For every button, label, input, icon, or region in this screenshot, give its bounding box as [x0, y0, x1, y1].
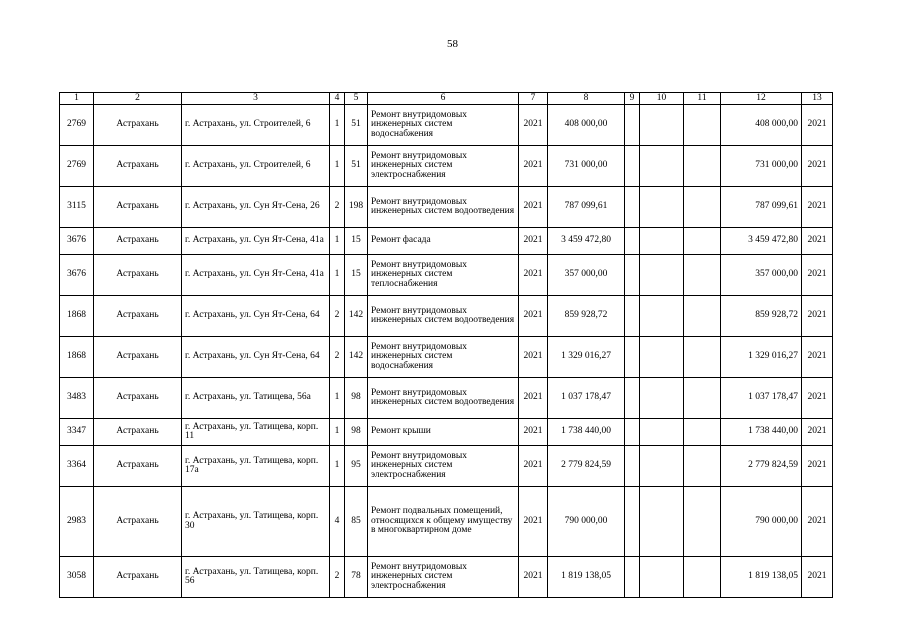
- house-id-cell: 3676: [60, 255, 94, 296]
- c4-cell: 1: [330, 255, 345, 296]
- c4-cell: 1: [330, 228, 345, 255]
- column-header: 10: [640, 93, 684, 105]
- total-cost-cell: 787 099,61: [721, 187, 802, 228]
- year-cell: 2021: [519, 105, 548, 146]
- c9-cell: [625, 296, 640, 337]
- c5-cell: 95: [345, 446, 368, 487]
- address-cell: г. Астрахань, ул. Сун Ят-Сена, 41а: [182, 228, 330, 255]
- address-cell: г. Астрахань, ул. Татищева, корп. 17а: [182, 446, 330, 487]
- table-row: [60, 446, 833, 487]
- year-cell: 2021: [519, 446, 548, 487]
- end-year-cell: 2021: [802, 105, 833, 146]
- table-row: [60, 337, 833, 378]
- c5-cell: 98: [345, 419, 368, 446]
- total-cost-cell: 731 000,00: [721, 146, 802, 187]
- c10-cell: [640, 487, 684, 557]
- c4-cell: 1: [330, 446, 345, 487]
- total-cost-cell: 1 819 138,05: [721, 557, 802, 598]
- header-row: [60, 93, 833, 105]
- work-type-cell: Ремонт внутридомовых инженерных систем водоотведения: [368, 378, 519, 419]
- cost-cell: 2 779 824,59: [548, 446, 625, 487]
- work-type-cell: Ремонт внутридомовых инженерных систем электроснабжения: [368, 446, 519, 487]
- address-cell: г. Астрахань, ул. Татищева, корп. 56: [182, 557, 330, 598]
- house-id-cell: 3483: [60, 378, 94, 419]
- year-cell: 2021: [519, 557, 548, 598]
- c9-cell: [625, 337, 640, 378]
- c4-cell: 1: [330, 105, 345, 146]
- house-id-cell: 2769: [60, 146, 94, 187]
- address-cell: г. Астрахань, ул. Сун Ят-Сена, 64: [182, 337, 330, 378]
- c9-cell: [625, 146, 640, 187]
- c10-cell: [640, 187, 684, 228]
- c5-cell: 98: [345, 378, 368, 419]
- column-header: 3: [182, 93, 330, 105]
- column-header: 13: [802, 93, 833, 105]
- c5-cell: 142: [345, 337, 368, 378]
- end-year-cell: 2021: [802, 378, 833, 419]
- column-header: 11: [684, 93, 721, 105]
- table-row: [60, 228, 833, 255]
- c10-cell: [640, 255, 684, 296]
- table-row: [60, 146, 833, 187]
- end-year-cell: 2021: [802, 255, 833, 296]
- c5-cell: 15: [345, 228, 368, 255]
- municipality-cell: Астрахань: [94, 255, 182, 296]
- table-row: [60, 487, 833, 557]
- municipality-cell: Астрахань: [94, 146, 182, 187]
- work-type-cell: Ремонт внутридомовых инженерных систем водоснабжения: [368, 105, 519, 146]
- end-year-cell: 2021: [802, 296, 833, 337]
- total-cost-cell: 357 000,00: [721, 255, 802, 296]
- c11-cell: [684, 255, 721, 296]
- c11-cell: [684, 146, 721, 187]
- column-header: 8: [548, 93, 625, 105]
- c11-cell: [684, 446, 721, 487]
- municipality-cell: Астрахань: [94, 337, 182, 378]
- end-year-cell: 2021: [802, 187, 833, 228]
- municipality-cell: Астрахань: [94, 487, 182, 557]
- address-cell: г. Астрахань, ул. Сун Ят-Сена, 64: [182, 296, 330, 337]
- year-cell: 2021: [519, 337, 548, 378]
- end-year-cell: 2021: [802, 557, 833, 598]
- c4-cell: 2: [330, 337, 345, 378]
- c11-cell: [684, 296, 721, 337]
- address-cell: г. Астрахань, ул. Строителей, 6: [182, 146, 330, 187]
- page-number: 58: [447, 38, 458, 50]
- municipality-cell: Астрахань: [94, 228, 182, 255]
- c9-cell: [625, 446, 640, 487]
- c4-cell: 1: [330, 146, 345, 187]
- municipality-cell: Астрахань: [94, 187, 182, 228]
- address-cell: г. Астрахань, ул. Сун Ят-Сена, 26: [182, 187, 330, 228]
- c9-cell: [625, 255, 640, 296]
- c4-cell: 1: [330, 378, 345, 419]
- c10-cell: [640, 419, 684, 446]
- cost-cell: 408 000,00: [548, 105, 625, 146]
- c10-cell: [640, 228, 684, 255]
- municipality-cell: Астрахань: [94, 378, 182, 419]
- c4-cell: 2: [330, 187, 345, 228]
- c5-cell: 78: [345, 557, 368, 598]
- table-row: [60, 419, 833, 446]
- year-cell: 2021: [519, 255, 548, 296]
- work-type-cell: Ремонт внутридомовых инженерных систем электроснабжения: [368, 146, 519, 187]
- c9-cell: [625, 105, 640, 146]
- c9-cell: [625, 487, 640, 557]
- c9-cell: [625, 228, 640, 255]
- repair-register-table: [59, 92, 833, 598]
- c4-cell: 1: [330, 419, 345, 446]
- c10-cell: [640, 378, 684, 419]
- cost-cell: 790 000,00: [548, 487, 625, 557]
- c10-cell: [640, 337, 684, 378]
- c11-cell: [684, 105, 721, 146]
- cost-cell: 1 819 138,05: [548, 557, 625, 598]
- c10-cell: [640, 105, 684, 146]
- total-cost-cell: 1 329 016,27: [721, 337, 802, 378]
- cost-cell: 357 000,00: [548, 255, 625, 296]
- house-id-cell: 3676: [60, 228, 94, 255]
- c11-cell: [684, 378, 721, 419]
- c4-cell: 2: [330, 557, 345, 598]
- year-cell: 2021: [519, 487, 548, 557]
- c5-cell: 51: [345, 105, 368, 146]
- cost-cell: 859 928,72: [548, 296, 625, 337]
- cost-cell: 731 000,00: [548, 146, 625, 187]
- year-cell: 2021: [519, 228, 548, 255]
- c5-cell: 198: [345, 187, 368, 228]
- c11-cell: [684, 337, 721, 378]
- house-id-cell: 3347: [60, 419, 94, 446]
- work-type-cell: Ремонт фасада: [368, 228, 519, 255]
- c5-cell: 142: [345, 296, 368, 337]
- end-year-cell: 2021: [802, 146, 833, 187]
- total-cost-cell: 408 000,00: [721, 105, 802, 146]
- c11-cell: [684, 487, 721, 557]
- municipality-cell: Астрахань: [94, 105, 182, 146]
- cost-cell: 1 329 016,27: [548, 337, 625, 378]
- house-id-cell: 3364: [60, 446, 94, 487]
- table-row: [60, 105, 833, 146]
- column-header: 1: [60, 93, 94, 105]
- end-year-cell: 2021: [802, 228, 833, 255]
- c10-cell: [640, 446, 684, 487]
- municipality-cell: Астрахань: [94, 446, 182, 487]
- column-header: 9: [625, 93, 640, 105]
- address-cell: г. Астрахань, ул. Татищева, 56а: [182, 378, 330, 419]
- total-cost-cell: 1 738 440,00: [721, 419, 802, 446]
- c10-cell: [640, 146, 684, 187]
- end-year-cell: 2021: [802, 446, 833, 487]
- column-header: 2: [94, 93, 182, 105]
- work-type-cell: Ремонт внутридомовых инженерных систем теплоснабжения: [368, 255, 519, 296]
- column-header: 7: [519, 93, 548, 105]
- cost-cell: 1 037 178,47: [548, 378, 625, 419]
- year-cell: 2021: [519, 378, 548, 419]
- year-cell: 2021: [519, 146, 548, 187]
- house-id-cell: 2769: [60, 105, 94, 146]
- c9-cell: [625, 419, 640, 446]
- work-type-cell: Ремонт внутридомовых инженерных систем водоснабжения: [368, 337, 519, 378]
- total-cost-cell: 859 928,72: [721, 296, 802, 337]
- table-row: [60, 557, 833, 598]
- c11-cell: [684, 419, 721, 446]
- work-type-cell: Ремонт внутридомовых инженерных систем водоотведения: [368, 296, 519, 337]
- c11-cell: [684, 228, 721, 255]
- cost-cell: 3 459 472,80: [548, 228, 625, 255]
- house-id-cell: 1868: [60, 337, 94, 378]
- table-row: [60, 187, 833, 228]
- address-cell: г. Астрахань, ул. Татищева, корп. 11: [182, 419, 330, 446]
- column-header: 4: [330, 93, 345, 105]
- house-id-cell: 2983: [60, 487, 94, 557]
- c4-cell: 4: [330, 487, 345, 557]
- c4-cell: 2: [330, 296, 345, 337]
- c9-cell: [625, 187, 640, 228]
- end-year-cell: 2021: [802, 487, 833, 557]
- end-year-cell: 2021: [802, 337, 833, 378]
- column-header: 6: [368, 93, 519, 105]
- c10-cell: [640, 296, 684, 337]
- end-year-cell: 2021: [802, 419, 833, 446]
- municipality-cell: Астрахань: [94, 296, 182, 337]
- cost-cell: 787 099,61: [548, 187, 625, 228]
- year-cell: 2021: [519, 296, 548, 337]
- municipality-cell: Астрахань: [94, 557, 182, 598]
- cost-cell: 1 738 440,00: [548, 419, 625, 446]
- year-cell: 2021: [519, 187, 548, 228]
- house-id-cell: 1868: [60, 296, 94, 337]
- c11-cell: [684, 557, 721, 598]
- work-type-cell: Ремонт подвальных помещений, относящихся к общему имуществу в многоквартирном доме: [368, 487, 519, 557]
- table-row: [60, 296, 833, 337]
- c10-cell: [640, 557, 684, 598]
- house-id-cell: 3115: [60, 187, 94, 228]
- municipality-cell: Астрахань: [94, 419, 182, 446]
- c9-cell: [625, 378, 640, 419]
- work-type-cell: Ремонт крыши: [368, 419, 519, 446]
- year-cell: 2021: [519, 419, 548, 446]
- c5-cell: 15: [345, 255, 368, 296]
- work-type-cell: Ремонт внутридомовых инженерных систем электроснабжения: [368, 557, 519, 598]
- total-cost-cell: 3 459 472,80: [721, 228, 802, 255]
- address-cell: г. Астрахань, ул. Сун Ят-Сена, 41а: [182, 255, 330, 296]
- c5-cell: 51: [345, 146, 368, 187]
- address-cell: г. Астрахань, ул. Татищева, корп. 30: [182, 487, 330, 557]
- column-header: 5: [345, 93, 368, 105]
- table-row: [60, 255, 833, 296]
- total-cost-cell: 1 037 178,47: [721, 378, 802, 419]
- c9-cell: [625, 557, 640, 598]
- house-id-cell: 3058: [60, 557, 94, 598]
- c11-cell: [684, 187, 721, 228]
- work-type-cell: Ремонт внутридомовых инженерных систем водоотведения: [368, 187, 519, 228]
- total-cost-cell: 2 779 824,59: [721, 446, 802, 487]
- total-cost-cell: 790 000,00: [721, 487, 802, 557]
- column-header: 12: [721, 93, 802, 105]
- address-cell: г. Астрахань, ул. Строителей, 6: [182, 105, 330, 146]
- c5-cell: 85: [345, 487, 368, 557]
- table-row: [60, 378, 833, 419]
